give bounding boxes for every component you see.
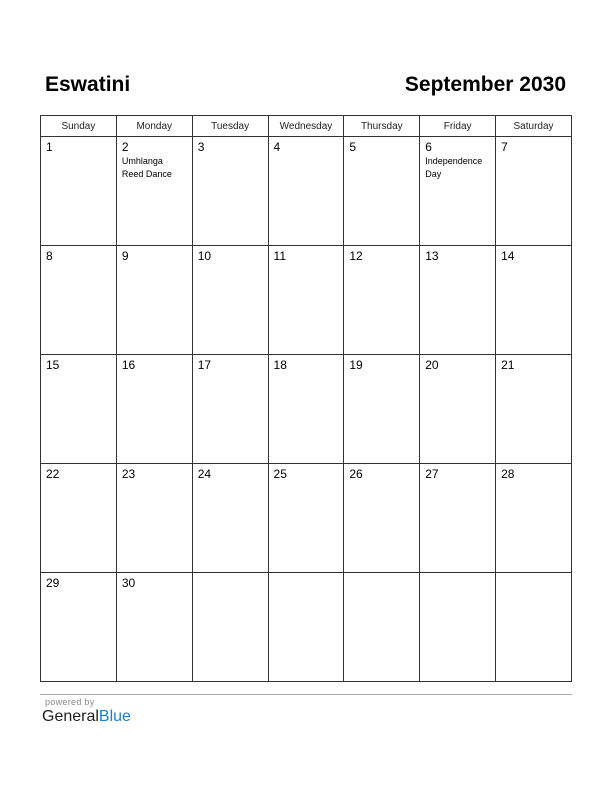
day-cell[interactable]: [116, 573, 192, 682]
holiday-event: Independence Day: [425, 156, 483, 179]
day-number: 23: [121, 467, 136, 481]
holiday-event: Umhlanga Reed Dance: [121, 156, 172, 179]
day-cell[interactable]: [41, 355, 117, 464]
weekday-monday: Monday: [116, 116, 192, 137]
day-cell[interactable]: [41, 573, 117, 682]
day-cell[interactable]: [41, 464, 117, 573]
day-number: 12: [349, 249, 363, 263]
week-row: [41, 355, 572, 464]
day-number: 22: [46, 467, 60, 481]
day-number: 19: [349, 358, 363, 372]
day-number: 10: [197, 249, 212, 263]
day-cell[interactable]: [420, 355, 496, 464]
footer-divider: [40, 694, 572, 695]
day-cell[interactable]: [41, 246, 117, 355]
day-number: 16: [121, 358, 136, 372]
day-number: 2: [121, 140, 129, 154]
day-number: 30: [121, 576, 136, 590]
country-title: Eswatini: [45, 73, 131, 96]
day-number: 7: [501, 140, 508, 154]
day-number: 28: [501, 467, 515, 481]
weekday-wednesday: Wednesday: [268, 116, 344, 137]
empty-day-cell: [344, 573, 420, 682]
day-number: 3: [197, 140, 205, 154]
weekday-thursday: Thursday: [344, 116, 420, 137]
day-cell[interactable]: [496, 355, 572, 464]
day-number: 29: [46, 576, 60, 590]
day-cell[interactable]: [268, 137, 344, 246]
brand-blue: Blue: [98, 708, 131, 725]
day-number: 21: [501, 358, 515, 372]
weekday-tuesday: Tuesday: [192, 116, 268, 137]
day-cell[interactable]: [116, 464, 192, 573]
empty-day-cell: [192, 573, 268, 682]
day-cell[interactable]: [344, 137, 420, 246]
week-row: [41, 464, 572, 573]
day-number: 14: [501, 249, 515, 263]
empty-day-cell: [268, 573, 344, 682]
day-number: 20: [425, 358, 439, 372]
day-number: 24: [197, 467, 212, 481]
brand-general: General: [42, 708, 99, 725]
day-cell[interactable]: [116, 355, 192, 464]
day-number: 9: [121, 249, 129, 263]
day-cell[interactable]: [268, 246, 344, 355]
week-row: [41, 246, 572, 355]
calendar-body: [41, 137, 572, 682]
day-number: 6: [425, 140, 432, 154]
day-number: 17: [197, 358, 212, 372]
day-cell[interactable]: [41, 137, 117, 246]
week-row: [41, 573, 572, 682]
day-cell[interactable]: [268, 464, 344, 573]
month-year-title: September 2030: [404, 73, 566, 96]
day-number: 8: [46, 249, 53, 263]
week-row: [41, 137, 572, 246]
day-cell[interactable]: [192, 246, 268, 355]
day-cell[interactable]: [192, 137, 268, 246]
day-number: 11: [273, 249, 286, 263]
day-number: 18: [273, 358, 287, 372]
day-number: 25: [273, 467, 287, 481]
weekday-friday: Friday: [420, 116, 496, 137]
weekday-saturday: Saturday: [496, 116, 572, 137]
day-cell[interactable]: [420, 464, 496, 573]
day-cell[interactable]: [268, 355, 344, 464]
day-cell[interactable]: [116, 137, 192, 246]
day-cell[interactable]: [116, 246, 192, 355]
day-cell[interactable]: [192, 464, 268, 573]
day-cell[interactable]: [420, 246, 496, 355]
powered-by-text: powered by: [45, 697, 95, 707]
day-cell[interactable]: [420, 137, 496, 246]
day-cell[interactable]: [344, 355, 420, 464]
day-number: 15: [46, 358, 60, 372]
day-number: 1: [46, 140, 53, 154]
calendar-grid: [40, 115, 572, 682]
day-number: 5: [349, 140, 357, 154]
empty-day-cell: [496, 573, 572, 682]
day-cell[interactable]: [344, 246, 420, 355]
day-number: 27: [425, 467, 439, 481]
calendar-header: [45, 70, 566, 100]
day-number: 26: [349, 467, 363, 481]
day-cell[interactable]: [496, 464, 572, 573]
day-cell[interactable]: [496, 246, 572, 355]
day-number: 4: [273, 140, 281, 154]
day-cell[interactable]: [496, 137, 572, 246]
weekday-header-row: [41, 116, 572, 137]
day-number: 13: [425, 249, 439, 263]
day-cell[interactable]: [192, 355, 268, 464]
empty-day-cell: [420, 573, 496, 682]
day-cell[interactable]: [344, 464, 420, 573]
weekday-sunday: Sunday: [41, 116, 117, 137]
generalblue-logo[interactable]: [42, 708, 131, 726]
